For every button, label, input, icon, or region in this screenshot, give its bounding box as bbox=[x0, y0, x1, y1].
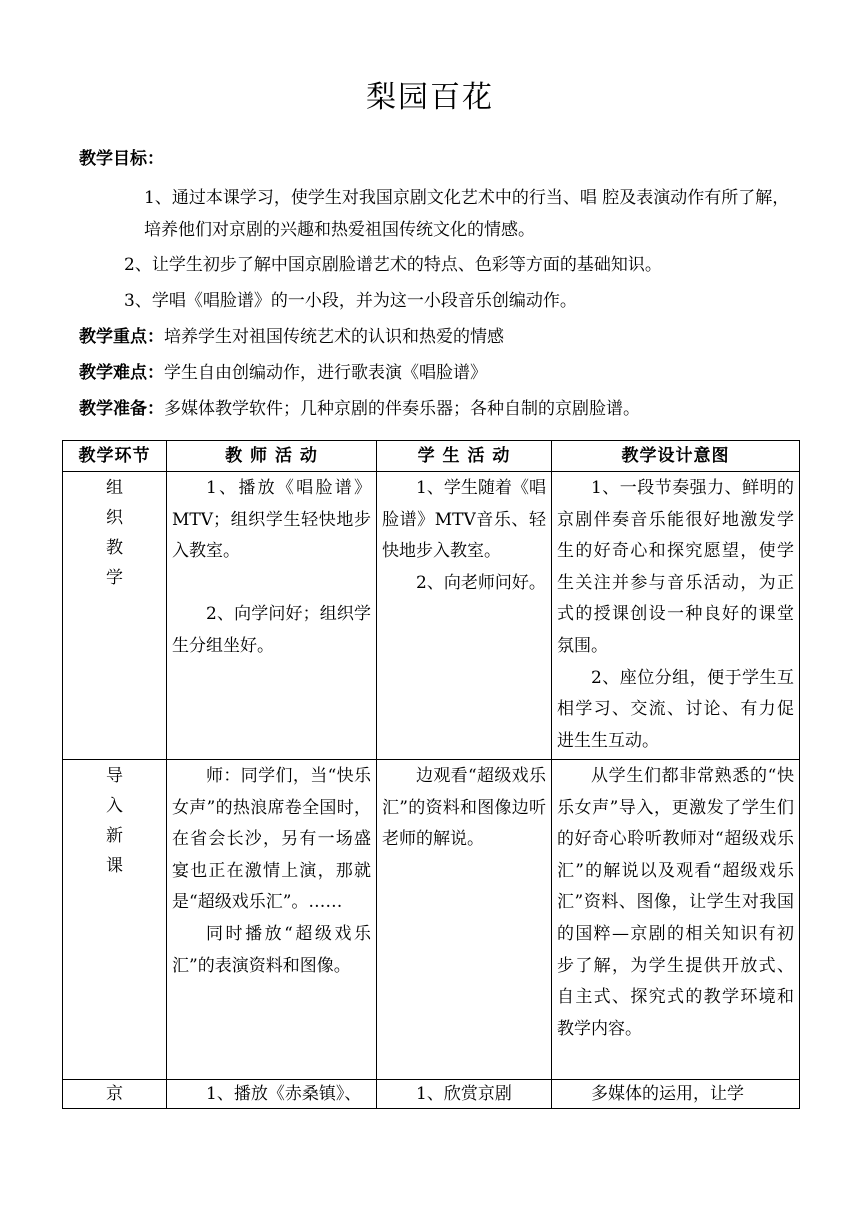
design-intent-text: 1、一段节奏强力、鲜明的京剧伴奏音乐能很好地激发学生的好奇心和探究愿望，使学生关注并参与音乐活动，为正式的授课创设一种良好的课堂氛围。 bbox=[557, 478, 794, 656]
stage-char: 学 bbox=[106, 568, 123, 588]
stage-char: 织 bbox=[106, 508, 123, 528]
student-activity-text: 2、向老师问好。 bbox=[416, 572, 546, 593]
header-teacher: 教 师 活 动 bbox=[167, 441, 377, 472]
objective-item-3: 3、学唱《唱脸谱》的一小段，并为这一小段音乐创编动作。 bbox=[124, 291, 577, 311]
objective-item-2: 2、让学生初步了解中国京剧脸谱艺术的特点、色彩等方面的基础知识。 bbox=[124, 255, 662, 275]
stage-char: 导 bbox=[106, 766, 123, 786]
design-intent-cell bbox=[552, 1080, 800, 1109]
stage-char: 组 bbox=[106, 478, 123, 498]
stage-char: 新 bbox=[106, 826, 123, 846]
stage-char: 课 bbox=[106, 856, 123, 876]
design-intent-text: 2、座位分组，便于学生互相学习、交流、讨论、有力促进生生互动。 bbox=[557, 667, 794, 751]
design-intent-text: 多媒体的运用，让学 bbox=[591, 1084, 744, 1104]
objective-item-1 bbox=[144, 182, 794, 246]
key-point bbox=[79, 326, 504, 348]
stage-cell bbox=[63, 472, 167, 760]
student-activity-cell bbox=[377, 472, 552, 760]
table-header-row bbox=[63, 441, 800, 472]
table-row bbox=[63, 472, 800, 760]
lesson-plan-table bbox=[62, 440, 800, 1109]
difficulty-text: 学生自由创编动作，进行歌表演《唱脸谱》 bbox=[164, 363, 487, 383]
student-activity-cell bbox=[377, 760, 552, 1080]
student-activity-text: 边观看“超级戏乐汇”的资料和图像边听老师的解说。 bbox=[382, 766, 546, 850]
table-row bbox=[63, 760, 800, 1080]
student-activity-cell bbox=[377, 1080, 552, 1109]
preparation-text: 多媒体教学软件；几种京剧的伴奏乐器；各种自制的京剧脸谱。 bbox=[164, 399, 640, 419]
teacher-activity-text: 1、播放《赤桑镇》、 bbox=[206, 1084, 362, 1104]
teacher-activity-cell bbox=[167, 472, 377, 760]
student-activity-text: 1、学生随着《唱脸谱》MTV音乐、轻快地步入教室。 bbox=[382, 478, 546, 562]
stage-char: 入 bbox=[106, 796, 123, 816]
teacher-activity-text: 师：同学们，当“快乐女声”的热浪席卷全国时，在省会长沙，另有一场盛宴也正在激情上演，那就是“超级戏乐汇”。…… bbox=[172, 766, 371, 913]
difficulty-label: 教学难点： bbox=[79, 363, 164, 383]
teacher-activity-text: 同时播放“超级戏乐汇”的表演资料和图像。 bbox=[172, 923, 371, 976]
objectives-heading: 教学目标： bbox=[79, 149, 164, 169]
header-intent: 教学设计意图 bbox=[552, 441, 800, 472]
teacher-activity-text: 2、向学问好；组织学生分组坐好。 bbox=[172, 604, 371, 656]
teacher-activity-cell bbox=[167, 1080, 377, 1109]
key-point-text: 培养学生对祖国传统艺术的认识和热爱的情感 bbox=[164, 327, 504, 347]
document-title: 梨园百花 bbox=[366, 80, 494, 115]
student-activity-text: 1、欣赏京剧 bbox=[416, 1084, 512, 1104]
difficulty bbox=[79, 362, 487, 384]
header-stage: 教学环节 bbox=[63, 441, 167, 472]
key-point-label: 教学重点： bbox=[79, 327, 164, 347]
teacher-activity-text: 1、播放《唱脸谱》MTV；组织学生轻快地步入教室。 bbox=[172, 478, 371, 562]
stage-cell bbox=[63, 760, 167, 1080]
design-intent-cell bbox=[552, 472, 800, 760]
objective-item-1-text: 1、通过本课学习，使学生对我国京剧文化艺术中的行当、唱 腔及表演动作有所了解，培养他们对京剧的兴趣和热爱祖国传统文化的情感。 bbox=[144, 188, 790, 240]
stage-char: 教 bbox=[106, 538, 123, 558]
stage-char: 京 bbox=[106, 1084, 123, 1104]
teacher-activity-cell bbox=[167, 760, 377, 1080]
header-student: 学 生 活 动 bbox=[377, 441, 552, 472]
preparation bbox=[79, 398, 640, 420]
preparation-label: 教学准备： bbox=[79, 399, 164, 419]
table-row bbox=[63, 1080, 800, 1109]
stage-cell bbox=[63, 1080, 167, 1109]
design-intent-text: 从学生们都非常熟悉的“快乐女声”导入，更激发了学生们的好奇心聆听教师对“超级戏乐汇”的解说以及观看“超级戏乐汇”资料、图像，让学生对我国的国粹—京剧的相关知识有初步了解，为学生提供开放式、自主式、探究式的教学环境和教学内容。 bbox=[557, 766, 794, 1039]
design-intent-cell bbox=[552, 760, 800, 1080]
